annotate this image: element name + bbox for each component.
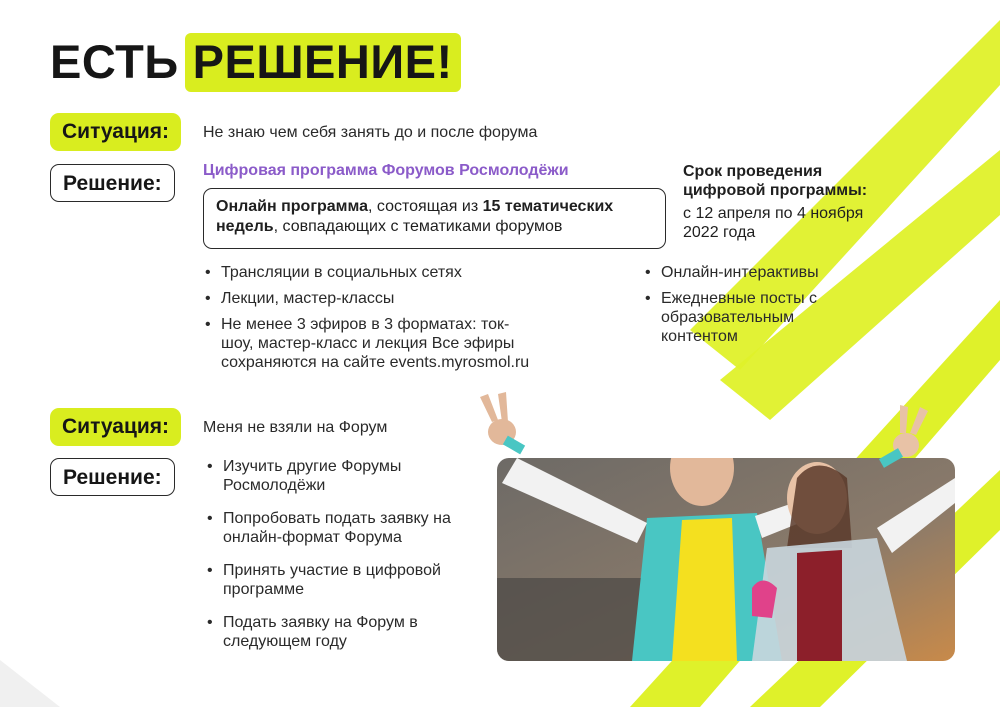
list-item: • Не менее 3 эфиров в 3 форматах: ток-шоу, мастер-класс и лекция Все эфиры сохраняются на сайте events.myrosmol.ru xyxy=(203,315,531,372)
situation-text-2: Меня не взяли на Форум xyxy=(203,419,388,436)
title-main: ЕСТЬ xyxy=(50,35,179,88)
situation-tag-2: Ситуация: xyxy=(50,408,181,446)
hand-peace-right-icon xyxy=(870,405,940,475)
period-block xyxy=(683,162,883,242)
list-item: • Подать заявку на Форум в следующем году xyxy=(205,613,453,651)
list-item: • Принять участие в цифровой программе xyxy=(205,561,483,599)
period-dates: с 12 апреля по 4 ноября 2022 года xyxy=(683,205,864,241)
solution-heading: Цифровая программа Форумов Росмолодёжи xyxy=(203,162,569,179)
box-text-2: , совпадающих с тематиками форумов xyxy=(273,218,563,235)
solution-tag-1: Решение: xyxy=(50,164,175,202)
solution-tag-2: Решение: xyxy=(50,458,175,496)
box-text-bold-2: 15 тематических недель xyxy=(216,198,614,235)
list-item: • Ежедневные посты с образовательным контентом xyxy=(643,289,846,346)
list-item: • Изучить другие Форумы Росмолодёжи xyxy=(205,457,443,495)
online-program-box xyxy=(203,188,666,249)
list-item: • Лекции, мастер-классы xyxy=(203,289,533,308)
list-item: • Трансляции в социальных сетях xyxy=(203,263,533,282)
title-highlight: РЕШЕНИЕ! xyxy=(185,33,461,92)
period-heading: Срок проведения цифровой программы: xyxy=(683,163,868,199)
photo-two-young-people-icon xyxy=(497,458,955,661)
situation-tag-1: Ситуация: xyxy=(50,113,181,151)
situation-text-1: Не знаю чем себя занять до и после форума xyxy=(203,124,538,141)
box-text-bold-1: Онлайн программа xyxy=(216,198,369,215)
hand-peace-left-icon xyxy=(470,392,540,462)
list-item: • Онлайн-интерактивы xyxy=(643,263,863,282)
bullets-solution-2 xyxy=(205,457,475,651)
bullets-right xyxy=(643,263,863,346)
photo-two-young-people xyxy=(497,458,955,661)
list-item: • Попробовать подать заявку на онлайн-формат Форума xyxy=(205,509,473,547)
page-title xyxy=(50,34,461,89)
bullets-left xyxy=(203,263,533,372)
box-text-1: , состоящая из xyxy=(368,198,483,215)
